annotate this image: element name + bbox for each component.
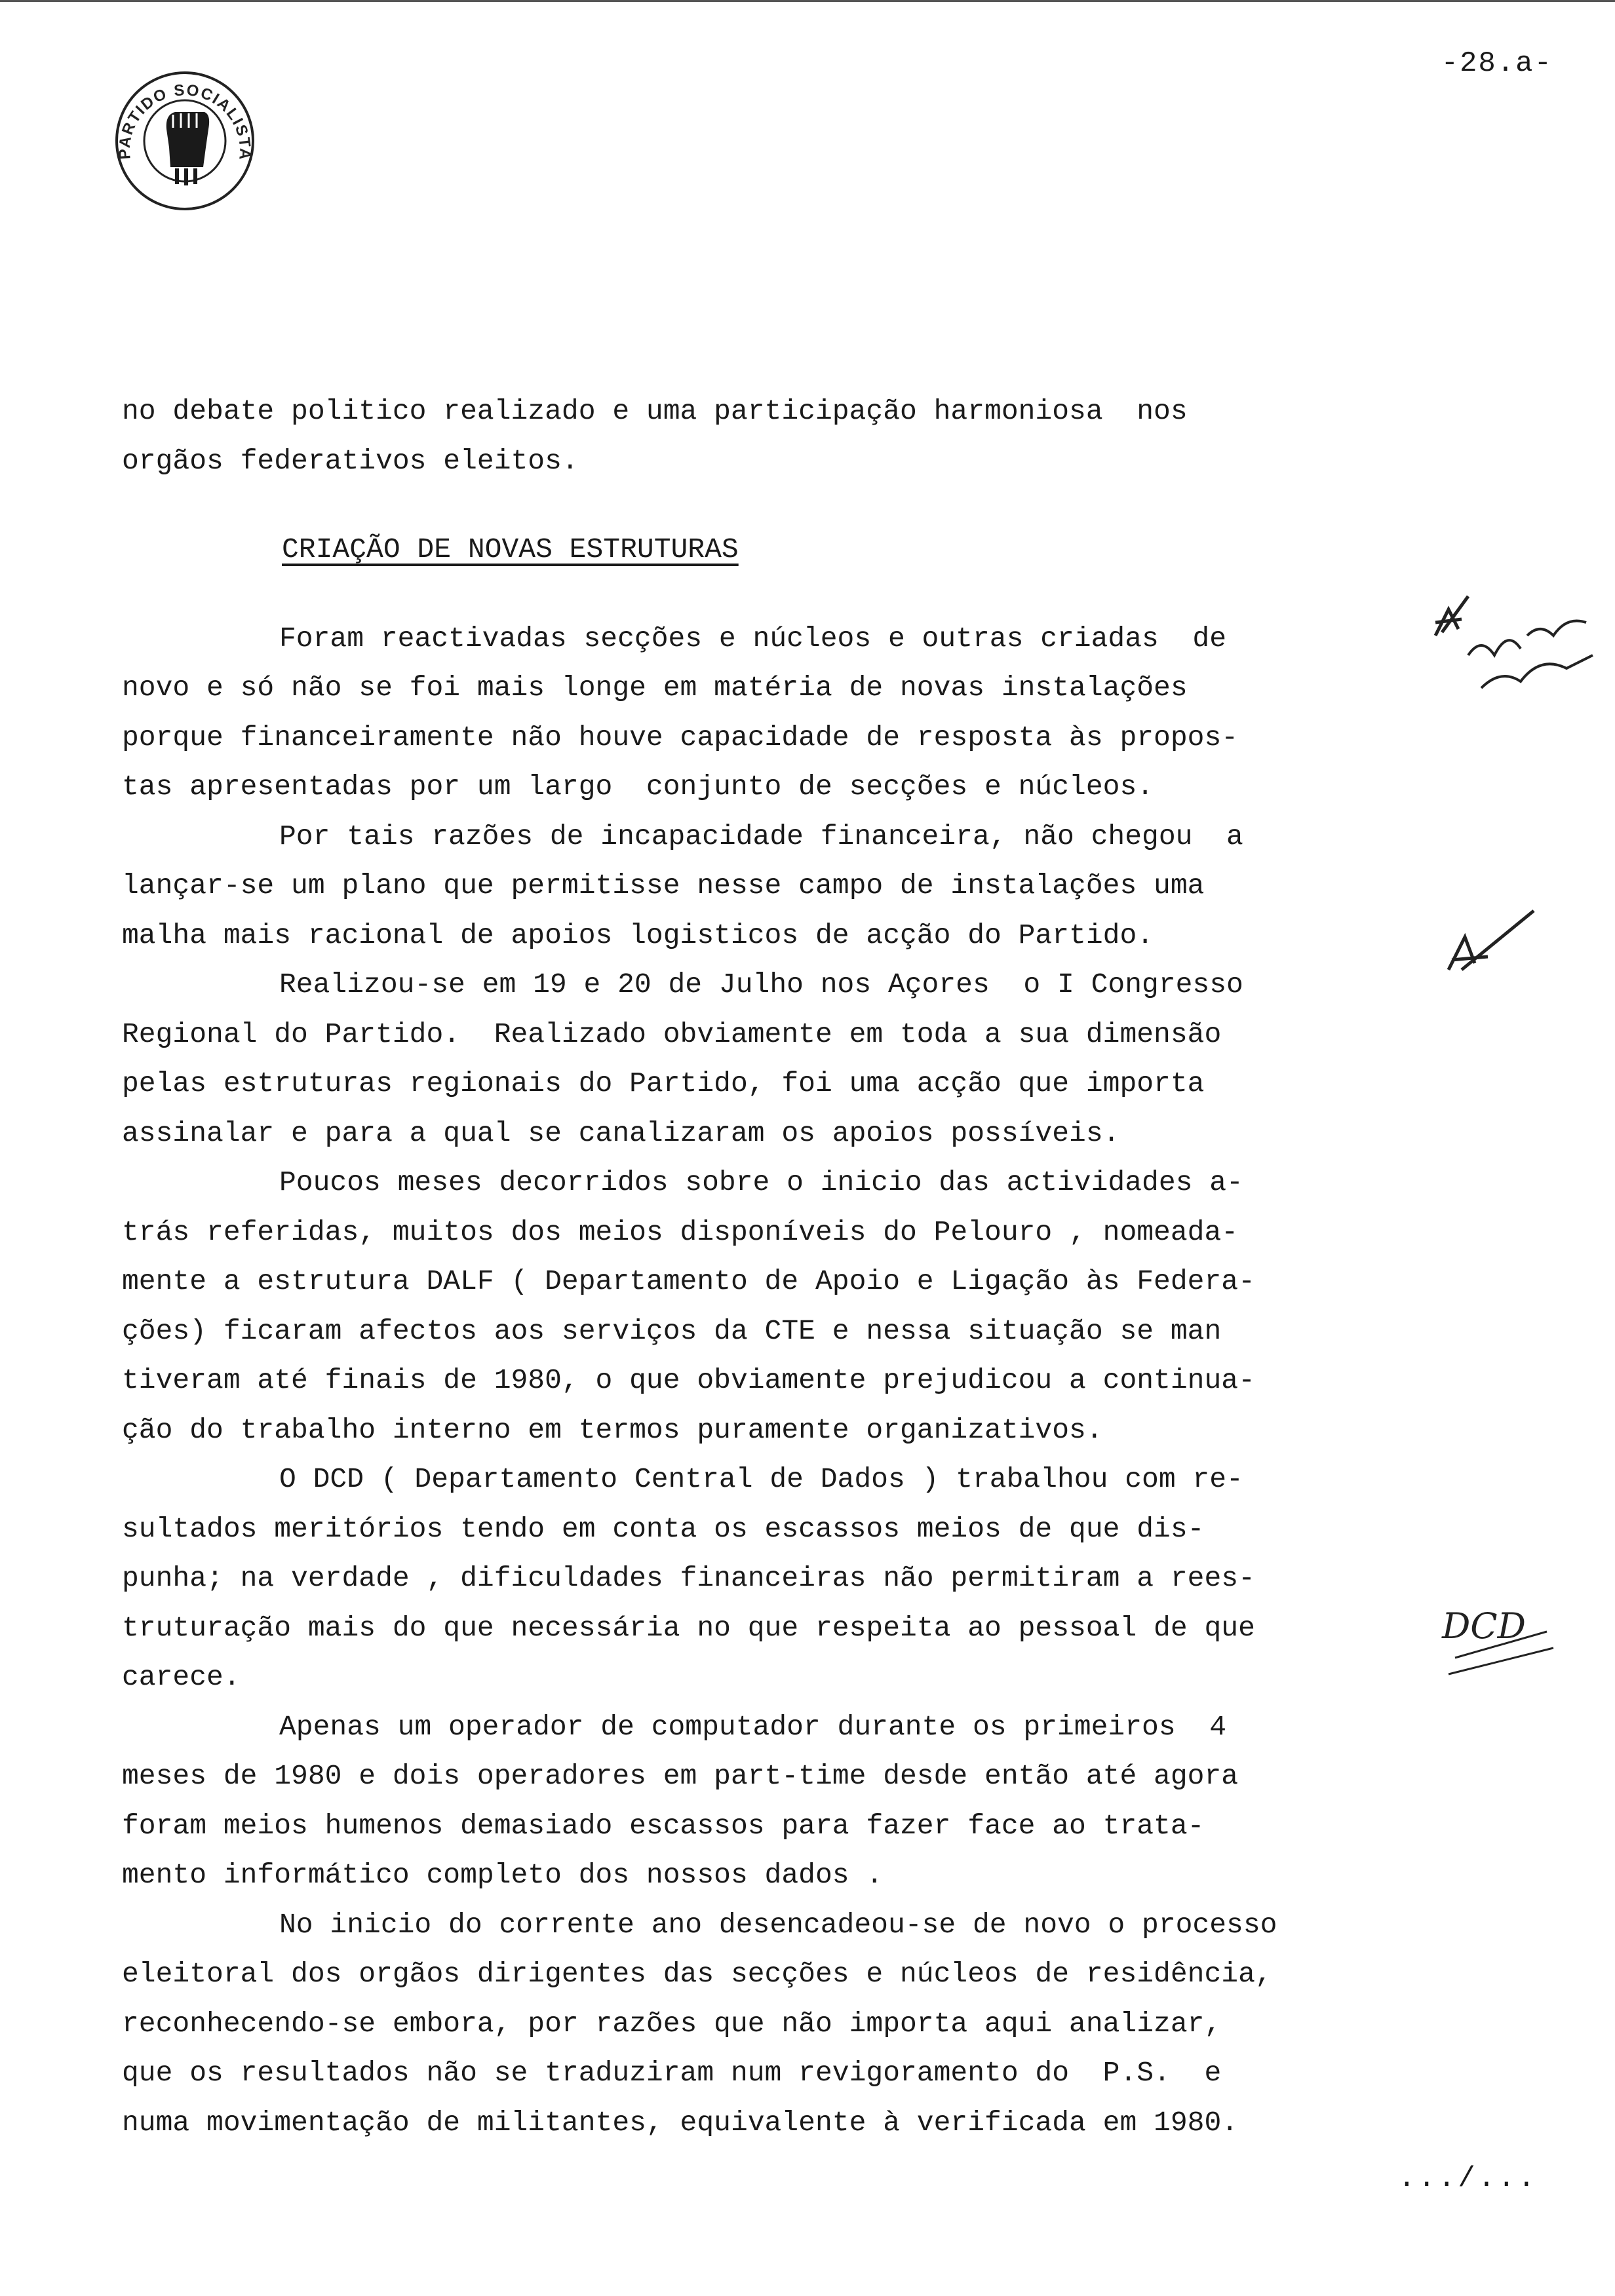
handwritten-dcd-note <box>1435 1586 1566 1691</box>
text-line: no debate politico realizado e uma participação harmoniosa nos <box>122 395 1188 427</box>
text-line: numa movimentação de militantes, equivalente à verificada em 1980. <box>122 2106 1239 2139</box>
handwritten-dcd-text: DCD <box>1442 1605 1526 1647</box>
text-line: tiveram até finais de 1980, o que obviamente prejudicou a continua- <box>122 1364 1255 1396</box>
text-line: Realizou-se em 19 e 20 de Julho nos Açores o I Congresso <box>279 968 1243 1001</box>
text-line: carece. <box>122 1661 241 1693</box>
text-line: ção do trabalho interno em termos puramente organizativos. <box>122 1413 1103 1446</box>
text-line: sultados meritórios tendo em conta os escassos meios de que dis- <box>122 1512 1205 1545</box>
section-heading <box>122 525 1452 575</box>
raised-fist-icon <box>166 112 209 185</box>
section-heading-text: CRIAÇÃO DE NOVAS ESTRUTURAS <box>282 533 739 565</box>
text-line: trás referidas, muitos dos meios disponíveis do Pelouro , nomeada- <box>122 1215 1239 1248</box>
text-line: eleitoral dos orgãos dirigentes das secções e núcleos de residência, <box>122 1958 1272 1990</box>
text-line: novo e só não se foi mais longe em matéria de novas instalações <box>122 672 1188 704</box>
text-line: mente a estrutura DALF ( Departamento de Apoio e Ligação às Federa- <box>122 1265 1255 1297</box>
body-text <box>122 387 1452 2147</box>
text-line: porque financeiramente não houve capacidade de resposta às propos- <box>122 721 1239 754</box>
text-line: malha mais racional de apoios logisticos de acção do Partido. <box>122 919 1154 951</box>
text-line: ções) ficaram afectos aos serviços da CTE e nessa situação se man <box>122 1314 1222 1347</box>
text-line: truturação mais do que necessária no que respeita ao pessoal de que <box>122 1611 1255 1644</box>
handwritten-checkmark-2 <box>1435 898 1553 989</box>
handwritten-checkmark-1 <box>1422 557 1606 701</box>
text-line: O DCD ( Departamento Central de Dados ) trabalhou com re- <box>279 1463 1243 1495</box>
continuation-mark: .../... <box>1398 2162 1538 2195</box>
text-line: reconhecendo-se embora, por razões que não importa aqui analizar, <box>122 2007 1222 2040</box>
text-line: Regional do Partido. Realizado obviamente em toda a sua dimensão <box>122 1018 1222 1050</box>
party-logo <box>113 69 257 213</box>
page-number: -28.a- <box>1441 47 1553 80</box>
text-line: Foram reactivadas secções e núcleos e outras criadas de <box>279 622 1227 655</box>
logo-text: PARTIDO SOCIALISTA <box>115 81 254 162</box>
text-line: tas apresentadas por um largo conjunto de secções e núcleos. <box>122 771 1154 803</box>
text-line: mento informático completo dos nossos dados . <box>122 1859 884 1891</box>
text-line: punha; na verdade , dificuldades financeiras não permitiram a rees- <box>122 1562 1255 1594</box>
text-line: foram meios humenos demasiado escassos para fazer face ao trata- <box>122 1809 1205 1842</box>
text-line: assinalar e para a qual se canalizaram os apoios possíveis. <box>122 1117 1120 1149</box>
text-line: Apenas um operador de computador durante os primeiros 4 <box>279 1710 1227 1743</box>
scan-edge-line <box>0 0 1615 6</box>
text-line: Por tais razões de incapacidade financeira, não chegou a <box>279 820 1243 852</box>
text-line: pelas estruturas regionais do Partido, foi uma acção que importa <box>122 1067 1205 1100</box>
text-line: orgãos federativos eleitos. <box>122 444 579 477</box>
text-line: que os resultados não se traduziram num revigoramento do P.S. e <box>122 2057 1222 2089</box>
text-line: lançar-se um plano que permitisse nesse campo de instalações uma <box>122 870 1205 902</box>
text-line: No inicio do corrente ano desencadeou-se de novo o processo <box>279 1908 1277 1941</box>
text-line: meses de 1980 e dois operadores em part-time desde então até agora <box>122 1760 1239 1792</box>
text-line: Poucos meses decorridos sobre o inicio das actividades a- <box>279 1166 1243 1198</box>
